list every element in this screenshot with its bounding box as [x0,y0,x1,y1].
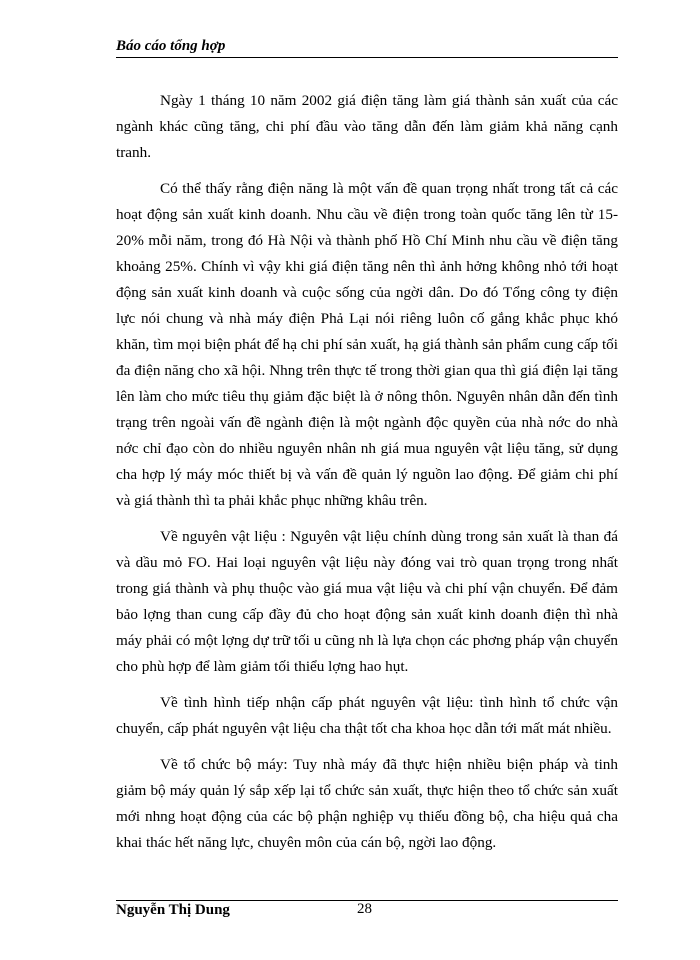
page-number: 28 [357,901,372,917]
body-text [116,88,618,866]
running-header [116,38,618,58]
header-title: Báo cáo tổng hợp [116,38,226,54]
paragraph-electricity-price: Ngày 1 tháng 10 năm 2002 giá điện tăng làm giá thành sản xuất của các ngành khác cũng tăng, chi phí đầu vào tăng dẫn đến làm giảm khả năng cạnh tranh. [116,92,618,161]
paragraph-material-receipt: Về tình hình tiếp nhận cấp phát nguyên vật liệu: tình hình tổ chức vận chuyển, cấp phát nguyên vật liệu cha thật tốt cha khoa học dẫn tới mất mát nhiều. [116,694,618,737]
paragraph-raw-materials: Về nguyên vật liệu : Nguyên vật liệu chính dùng trong sản xuất là than đá và dầu mỏ FO. Hai loại nguyên vật liệu này đóng vai trò quan trọng trong nhất trong giá thành và phụ thuộc vào giá mua vật liệu và chi phí vận chuyển. Để đảm bảo lợng than cung cấp đầy đủ cho hoạt động sản xuất kinh doanh điện thì nhà máy phải có một lợng dự trữ tối u cũng nh là lựa chọn các phơng pháp vận chuyển cho phù hợp để làm giảm tối thiểu lợng hao hụt. [116,528,618,675]
paragraph-electric-power: Có thể thấy rằng điện năng là một vấn đề quan trọng nhất trong tất cả các hoạt động sản xuất kinh doanh. Nhu cầu về điện trong toàn quốc tăng lên từ 15- 20% mỗi năm, trong đó Hà Nội và thành phố Hồ Chí Minh nhu cầu về điện tăng khoảng 25%. Chính vì vậy khi giá điện tăng nên thì ảnh hởng không nhỏ tới hoạt động sản xuất kinh doanh và cuộc sống của ngời dân. Do đó Tổng công ty điện lực nói chung và nhà máy điện Phả Lại nói riêng luôn cố gắng khắc phục khó khăn, tìm mọi biện phát để hạ chi phí sản xuất, hạ giá thành sản phẩm cung cấp tối đa điện năng cho xã hội. Nhng trên thực tế trong thời gian qua thì giá điện lại tăng lên làm cho mức tiêu thụ giảm đặc biệt là ở nông thôn. Nguyên nhân dẫn đến tình trạng trên ngoài vấn đề ngành điện là một ngành độc quyền của nhà nớc do nhà nớc chỉ đạo còn do nhiều nguyên nhân nh giá mua nguyên vật liệu tăng, sử dụng cha hợp lý máy móc thiết bị và vấn đề quản lý nguồn lao động. Để giảm chi phí và giá thành thì ta phải khắc phục những khâu trên. [116,180,618,509]
paragraph-organization: Về tổ chức bộ máy: Tuy nhà máy đã thực hiện nhiều biện pháp và tinh giảm bộ máy quản lý sắp xếp lại tổ chức sản xuất, thực hiện theo tổ chức sản xuất mới nhng hoạt động của các bộ phận nghiệp vụ thiếu đồng bộ, cha hiệu quả cha khai thác hết năng lực, chuyên môn của cán bộ, ngời lao động. [116,756,618,851]
footer-author: Nguyễn Thị Dung [116,902,230,918]
